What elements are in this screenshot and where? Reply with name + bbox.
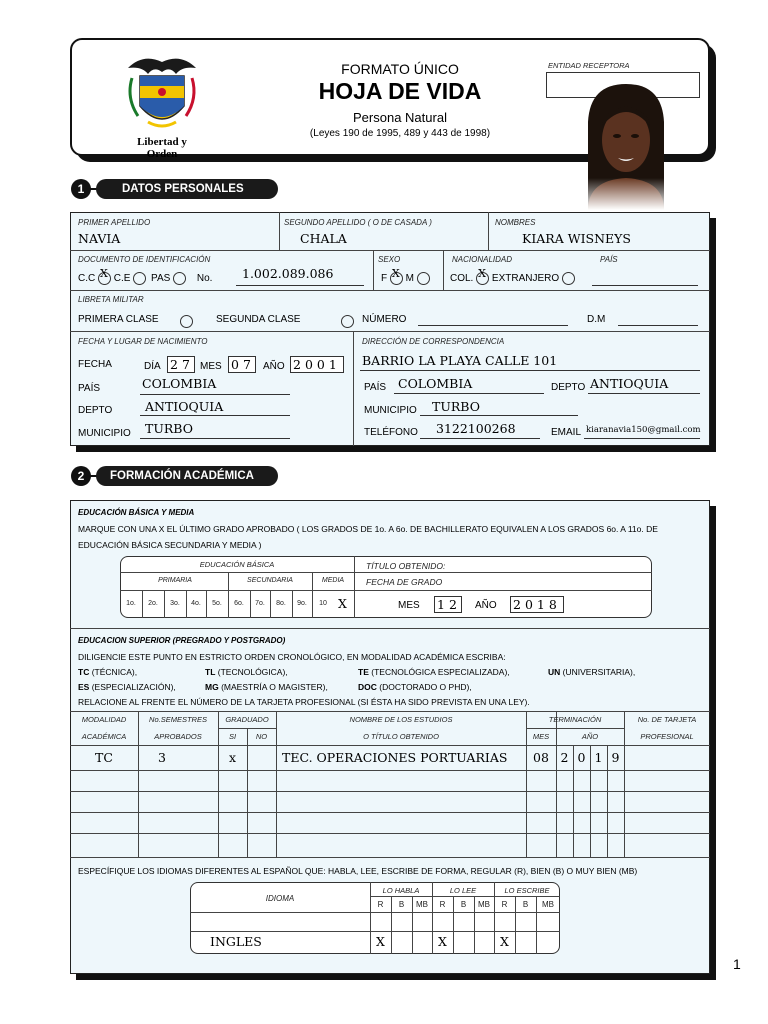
col-si: SI [228,732,237,741]
mod-tc: TC [78,667,90,677]
lo-lee-label: LO LEE [449,886,477,895]
col-mark: X [478,267,486,280]
numero-label: NÚMERO [362,314,407,325]
fecha-label: FECHA [78,359,112,370]
telefono-label: TELÉFONO [364,427,418,438]
tarjeta-instructions: RELACIONE AL FRENTE EL NÚMERO DE LA TARJETA PROFESIONAL (SI ÉSTA HA SIDO PREVISTA EN UNA LEY). [78,697,530,707]
doc-type-options [78,267,213,285]
lo-habla-label: LO HABLA [382,886,420,895]
grade-cell-2[interactable]: 2o. [148,600,158,607]
f-radio[interactable] [390,267,403,285]
col-titulo: O TÍTULO OBTENIDO [363,732,439,741]
doc-label: DOCUMENTO DE IDENTIFICACIÓN [78,255,211,264]
section-2-title [96,466,278,486]
col-no: NO [255,732,268,741]
mod-mg-text: (MAESTRÍA O MAGISTER), [221,682,328,692]
f-mark: X [391,267,400,280]
cc-label: C.C [78,273,96,285]
secundaria-label: SECUNDARIA [247,577,293,584]
mod-tl-group [205,667,288,677]
f-label: F [381,273,388,285]
section-2-title-text: FORMACIÓN ACADÉMICA [110,470,254,482]
section-1-title-text: DATOS PERSONALES [122,183,244,195]
grade-cell-10[interactable]: 10 [319,600,327,607]
mod-un-group [548,667,635,677]
pais-nac-label: PAÍS [78,383,101,394]
col-aprobados: APROBADOS [154,732,202,741]
mod-un-text: (UNIVERSITARIA), [562,667,636,677]
study-anio-digit[interactable]: 2 [560,750,569,765]
escribe-mark[interactable]: X [500,934,509,949]
anio-value[interactable]: 2001 [290,356,344,373]
grade-cell-9[interactable]: 9o. [297,600,307,607]
titulo-label: TÍTULO OBTENIDO: [366,561,446,571]
depto-corr-label: DEPTO [551,382,586,393]
lang-level-r-header: R [377,900,384,909]
col-mes: MES [532,732,550,741]
dia-value[interactable]: 27 [167,356,195,373]
lang-level-r-header: R [501,900,508,909]
nombres-label: NOMBRES [495,218,536,227]
mod-es: ES [78,682,90,692]
pais-corr-label: PAÍS [364,382,387,393]
idioma-label: IDIOMA [265,894,295,903]
lang-level-mb-header: MB [416,900,428,909]
modalidades-line-1 [78,667,137,677]
col-profesional: PROFESIONAL [640,732,694,741]
correspondencia-label: DIRECCIÓN DE CORRESPONDENCIA [362,337,505,346]
municipio-nac-value[interactable]: TURBO [145,421,193,436]
grade-cell-3[interactable]: 3o. [170,600,180,607]
col-semestres: No.SEMESTRES [149,715,207,724]
grade-cell-7[interactable]: 7o. [255,600,265,607]
segundo-apellido-value[interactable]: CHALA [300,231,347,246]
format-label: FORMATO ÚNICO [341,61,459,77]
lang-level-mb-header: MB [478,900,490,909]
mod-doc-text: (DOCTORADO O PHD), [379,682,472,692]
ce-radio[interactable] [133,272,146,285]
col-modalidad: MODALIDAD [81,715,127,724]
telefono-value[interactable]: 3122100268 [436,421,516,436]
page-subtitle: Persona Natural [353,110,447,125]
superior-title: EDUCACION SUPERIOR (PREGRADO Y POSTGRADO) [78,636,286,645]
sexo-label: SEXO [378,255,401,264]
study-semestres[interactable]: 3 [158,750,166,765]
mod-te: TE [358,667,369,677]
mod-tl-text: (TECNOLÓGICA), [217,667,288,677]
sexo-options [381,267,430,285]
lang-level-r-header: R [439,900,446,909]
basica-instructions-2: EDUCACIÓN BÁSICA SECUNDARIA Y MEDIA ) [78,540,262,550]
mod-un: UN [548,667,561,677]
basica-title: EDUCACIÓN BÁSICA Y MEDIA [78,508,195,517]
pais-corr-value[interactable]: COLOMBIA [398,376,473,391]
mod-te-text: (TECNOLÓGICA ESPECIALIZADA), [371,667,510,677]
mod-mg: MG [205,682,219,692]
primaria-label: PRIMARIA [158,577,192,584]
pais-nac-value[interactable]: COLOMBIA [142,376,217,391]
mod-doc-group [358,682,472,692]
media-label: MEDIA [321,577,345,584]
study-mes[interactable]: 08 [533,750,549,765]
segunda-clase-label: SEGUNDA CLASE [216,314,301,325]
col-academica: ACADÉMICA [81,732,127,741]
pas-radio[interactable] [173,272,186,285]
idiomas-instructions: ESPECÍFIQUE LOS IDIOMAS DIFERENTES AL ESPAÑOL QUE: HABLA, LEE, ESCRIBE DE FORMA, REGULAR (R), BIEN (B) O MUY BIEN (MB) [78,866,638,876]
email-value[interactable]: kiaranavia150@gmail.com [586,425,701,435]
mod-te-group [358,667,510,677]
anio-label: AÑO [263,361,285,372]
mod-doc: DOC [358,682,377,692]
study-anio-digit[interactable]: 9 [611,750,620,765]
libreta-label: LIBRETA MILITAR [78,295,144,304]
m-radio[interactable] [417,272,430,285]
extranjero-radio[interactable] [562,272,575,285]
depto-nac-value[interactable]: ANTIOQUIA [145,399,224,414]
grade-cell-6[interactable]: 6o. [234,600,244,607]
lang-level-b-header: B [522,900,529,909]
fecha-grado-label: FECHA DE GRADO [366,577,443,587]
pas-label: PAS [151,273,171,285]
mod-es-group [78,682,176,692]
nacionalidad-label: NACIONALIDAD [452,255,513,264]
grade-cell-5[interactable]: 5o. [212,600,222,607]
mod-tc-text: (TÉCNICA), [91,667,138,677]
study-anio-digit[interactable]: 0 [577,750,586,765]
libreta-numero-field[interactable] [418,325,568,326]
lang-level-b-header: B [460,900,467,909]
nombres-value[interactable]: KIARA WISNEYS [522,231,631,246]
mod-mg-group [205,682,328,692]
depto-nac-label: DEPTO [78,405,113,416]
lang-level-b-header: B [398,900,405,909]
col-label: COL. [450,273,474,285]
dia-label: DÍA [144,361,161,372]
ce-label: C.E [113,273,131,285]
study-modalidad[interactable]: TC [95,750,113,765]
mes-label: MES [200,361,222,372]
col-anio: AÑO [581,732,599,741]
section-2-number: 2 [71,466,91,486]
profile-photo [578,82,674,210]
col-radio[interactable] [476,267,489,285]
doc-number-value[interactable]: 1.002.089.086 [242,266,334,281]
basica-instructions: MARQUE CON UNA X EL ÚLTIMO GRADO APROBADO ( LOS GRADOS DE 1o. A 6o. DE BACHILLERATO EQUIVALEN A LOS GRADOS 6o. A 11o. DE [78,524,658,534]
emblem-caption: Libertad y Orden [137,136,187,160]
primer-apellido-label: PRIMER APELLIDO [78,218,151,227]
municipio-corr-value[interactable]: TURBO [432,399,480,414]
municipio-corr-label: MUNICIPIO [364,405,417,416]
pais-nacionalidad-label: PAÍS [600,255,618,264]
nacionalidad-options [450,267,575,285]
primera-clase-label: PRIMERA CLASE [78,314,159,325]
study-nombre[interactable]: TEC. OPERACIONES PORTUARIAS [282,750,508,765]
cc-mark: X [100,267,108,280]
municipio-nac-label: MUNICIPIO [78,428,131,439]
dm-label: D.M [587,314,606,325]
grade-cell-4[interactable]: 4o. [191,600,201,607]
grade-mark: X [338,596,347,611]
coat-of-arms-emblem [118,48,206,136]
dm-field[interactable] [618,325,698,326]
habla-mark[interactable]: X [376,934,385,949]
nacimiento-label: FECHA Y LUGAR DE NACIMIENTO [78,337,208,346]
extranjero-label: EXTRANJERO [491,273,560,285]
col-terminacion: TERMINACIÓN [548,715,602,724]
study-anio-digit[interactable]: 1 [594,750,603,765]
grade-cell-8[interactable]: 8o. [276,600,286,607]
lee-mark[interactable]: X [438,934,447,949]
page-number: 1 [733,956,741,972]
no-label: No. [196,273,213,285]
mod-tl: TL [205,667,216,677]
page-title: HOJA DE VIDA [318,78,482,104]
section-1-number: 1 [71,179,91,199]
mod-es-text: (ESPECIALIZACIÓN), [91,682,176,692]
primer-apellido-value[interactable]: NAVIA [78,231,121,246]
grado-mes-label: MES [398,600,420,611]
direccion-value[interactable]: BARRIO LA PLAYA CALLE 101 [362,353,558,368]
lo-escribe-label: LO ESCRIBE [504,886,550,895]
grade-cell-1[interactable]: 1o. [126,600,136,607]
pais-nacionalidad-field[interactable] [592,285,698,286]
study-si[interactable]: x [228,750,237,765]
lang-level-mb-header: MB [542,900,554,909]
superior-instructions: DILIGENCIE ESTE PUNTO EN ESTRICTO ORDEN CRONOLÓGICO, EN MODALIDAD ACADÉMICA ESCRIBA: [78,652,506,662]
grado-anio-value[interactable]: 2018 [510,596,564,613]
mes-value[interactable]: 07 [228,356,256,373]
col-nombre: NOMBRE DE LOS ESTUDIOS [349,715,453,724]
col-graduado: GRADUADO [225,715,269,724]
section-1-title [96,179,278,199]
grado-mes-value[interactable]: 12 [434,596,462,613]
entity-label: ENTIDAD RECEPTORA [548,61,630,70]
idioma-value[interactable]: INGLES [210,934,262,949]
col-tarjeta: No. DE TARJETA [637,715,697,724]
email-label: EMAIL [551,427,582,438]
depto-corr-value[interactable]: ANTIOQUIA [590,376,669,391]
laws-reference: (Leyes 190 de 1995, 489 y 443 de 1998) [309,128,491,139]
m-label: M [405,273,415,285]
segundo-apellido-label: SEGUNDO APELLIDO ( O DE CASADA ) [284,218,432,227]
grado-anio-label: AÑO [475,600,497,611]
cc-radio[interactable] [98,267,111,285]
edu-basica-label: EDUCACIÓN BÁSICA [199,560,275,569]
